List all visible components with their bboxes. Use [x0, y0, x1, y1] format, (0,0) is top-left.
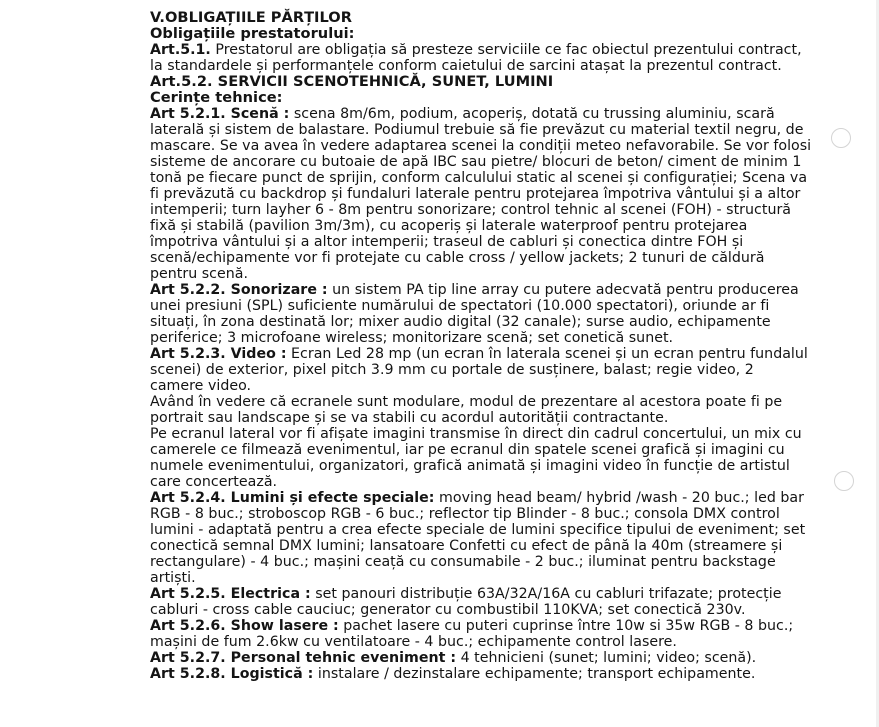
art-5-2-1-line-8: fixă și stabilă (pavilion 3m/3m), cu acoperiș și laterale waterproof pentru protejarea [150, 218, 748, 234]
art-5-2-1-line-2: laterală și sistem de balastare. Podiumul trebuie să fie prevăzut cu material textil negru, de [150, 122, 804, 138]
art-5-2-1-line-7: intemperii; turn layher 6 - 8m pentru sonorizare; control tehnic al scenei (FOH) - structură [150, 202, 792, 218]
art-5-2-1-line-4: sisteme de ancorare cu butoaie de apă IBC sau pietre/ blocuri de beton/ ciment de minim 1 [150, 154, 802, 170]
art-5-2-8-line-1: Art 5.2.8. Logistică : instalare / dezinstalare echipamente; transport echipamente. [150, 666, 756, 682]
art-5-2-1-line-3: mascare. Se va avea în vedere adaptarea scenei la condiții meteo nefavorabile. Se vor folosi [150, 138, 812, 154]
art-5-2-4-label: Art 5.2.4. Lumini și efecte speciale: [150, 490, 435, 506]
art-5-2-3-line-2: scenei) de exterior, pixel pitch 3.9 mm cu portale de susținere, balast; regie video, 2 [150, 362, 754, 378]
art-5-2-1-line-6: fi prevăzută cu backdrop și fundaluri laterale pentru protejarea împotriva vântului și a altor [150, 186, 801, 202]
art-5-1-line-1: Art.5.1. Prestatorul are obligația să presteze serviciile ce fac obiectul prezentului contract, [150, 42, 802, 58]
requirements-title: Cerințe tehnice: [150, 89, 283, 106]
art-5-2-7-label: Art 5.2.7. Personal tehnic eveniment : [150, 650, 457, 666]
art-5-2-3-line-7: camerele ce filmează evenimentul, iar pe ecranul din spatele scenei grafică și imagini cu [150, 442, 785, 458]
art-5-2-4-line-1: Art 5.2.4. Lumini și efecte speciale: moving head beam/ hybrid /wash - 20 buc.; led bar [150, 490, 804, 506]
art-5-2-4-line-3: lumini - adaptată pentru a crea efecte speciale de lumini specifice tipului de eveniment; set [150, 522, 806, 538]
art-5-2-1-line-11: pentru scenă. [150, 266, 248, 282]
art-5-2-2-line-1: Art 5.2.2. Sonorizare : un sistem PA tip line array cu putere adecvată pentru producerea [150, 282, 799, 298]
art-5-2-3-line-5: portrait sau landscape și se va stabili cu acordul autorității contractante. [150, 410, 669, 426]
art-5-2-1-label: Art 5.2.1. Scenă : [150, 106, 290, 122]
art-5-2-4-line-4: conectică semnal DMX lumini; lansatoare Confetti cu efect de până la 40m (streamere și [150, 538, 783, 554]
art-5-2-4-line-6: artiști. [150, 570, 196, 586]
art-5-2-3-line-9: care concertează. [150, 474, 278, 490]
art-5-2-7-line-1: Art 5.2.7. Personal tehnic eveniment : 4 tehnicieni (sunet; lumini; video; scenă). [150, 650, 757, 666]
art-5-2-3-line-1: Art 5.2.3. Video : Ecran Led 28 mp (un ecran în laterala scenei și un ecran pentru fundalul [150, 346, 808, 362]
art-5-2-3-line-3: camere video. [150, 378, 252, 394]
art-5-2-4-line-5: rectangulare) - 4 buc.; mașini ceață cu consumabile - 2 buc.; iluminat pentru backstage [150, 554, 776, 570]
art-5-2-2-line-4: periferice; 3 microfoane wireless; monitorizare scenă; set conetică sunet. [150, 330, 674, 346]
art-5-2-6-line-1: Art 5.2.6. Show lasere : pachet lasere cu puteri cuprinse între 10w si 35w RGB - 8 buc.; [150, 618, 794, 634]
art-5-2-1-line-1: Art 5.2.1. Scenă : scena 8m/6m, podium, acoperiș, dotată cu trussing aluminiu, scară [150, 106, 775, 122]
art-5-2-title: Art.5.2. SERVICII SCENOTEHNICĂ, SUNET, LUMINI [150, 73, 554, 90]
art-5-2-2-label: Art 5.2.2. Sonorizare : [150, 282, 328, 298]
art-5-2-5-label: Art 5.2.5. Electrica : [150, 586, 311, 602]
art-5-2-1-line-5: tonă pe fiecare punct de sprijin, conform calculului static al scenei și configurației; Scena va [150, 170, 808, 186]
art-5-1-label: Art.5.1. [150, 42, 211, 58]
art-5-2-2-line-3: situați, în zona destinată lor; mixer audio digital (32 canale); surse audio, echipamente [150, 314, 771, 330]
art-5-1-line-2: la standardele și performanțele conform caietului de sarcini atașat la prezentul contract. [150, 58, 782, 74]
subheading: Obligațiile prestatorului: [150, 25, 355, 42]
art-5-2-3-line-8: numele evenimentului, organizatori, grafică animată și imagini video în funcție de artistul [150, 458, 790, 474]
art-5-2-3-label: Art 5.2.3. Video : [150, 346, 287, 362]
art-5-2-2-line-2: unei presiuni (SPL) suficiente numărului de spectatori (10.000 spectatori), oriunde ar fi [150, 298, 770, 314]
art-5-2-1-line-10: scenă/echipamente vor fi protejate cu cable cross / yellow jackets; 2 tunuri de căldură [150, 250, 765, 266]
punch-hole-mark-top [831, 128, 851, 148]
art-5-2-5-line-1: Art 5.2.5. Electrica : set panouri distribuție 63A/32A/16A cu cabluri trifazate; protecție [150, 586, 782, 602]
section-heading: V.OBLIGAȚIILE PĂRȚILOR [150, 9, 352, 26]
art-5-2-5-line-2: cabluri - cross cable cauciuc; generator cu combustibil 110KVA; set conectică 230v. [150, 602, 746, 618]
art-5-2-3-line-6: Pe ecranul lateral vor fi afișate imagini transmise în direct din cadrul concertului, un mix cu [150, 426, 802, 442]
punch-hole-mark-bottom [834, 471, 854, 491]
art-5-2-8-label: Art 5.2.8. Logistică : [150, 666, 314, 682]
art-5-2-6-label: Art 5.2.6. Show lasere : [150, 618, 339, 634]
art-5-2-1-line-9: împotriva vântului și a altor intemperii; traseul de cabluri și conectica dintre FOH și [150, 234, 744, 250]
art-5-2-3-line-4: Având în vedere că ecranele sunt modulare, modul de prezentare al acestora poate fi pe [150, 394, 783, 410]
art-5-2-4-line-2: RGB - 8 buc.; stroboscop RGB - 6 buc.; reflector tip Blinder - 8 buc.; consola DMX control [150, 506, 780, 522]
art-5-2-6-line-2: mașini de fum 2.6kw cu ventilatoare - 4 buc.; echipamente control lasere. [150, 634, 677, 650]
